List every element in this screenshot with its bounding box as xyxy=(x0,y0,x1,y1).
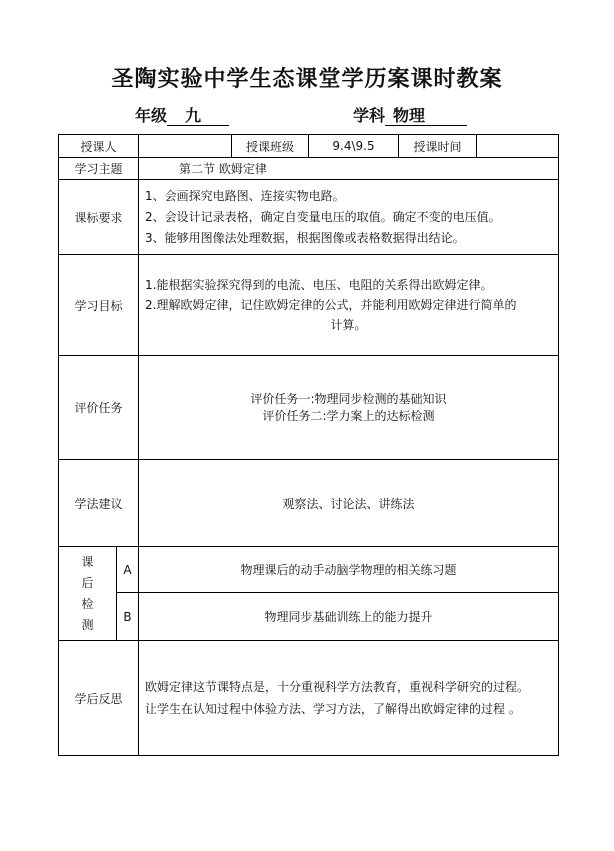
standards-content xyxy=(139,180,559,255)
topic-value: 第二节 欧姆定律 xyxy=(139,158,559,180)
class-label: 授课班级 xyxy=(232,135,309,158)
assessment-item: 评价任务二:学力案上的达标检测 xyxy=(262,408,435,423)
goals-item: 2.理解欧姆定律，记住欧姆定律的公式，并能利用欧姆定律进行简单的 xyxy=(145,298,517,312)
table-row xyxy=(59,460,559,547)
teacher-value xyxy=(139,135,232,158)
reflection-label: 学后反思 xyxy=(59,641,139,756)
lesson-plan-table xyxy=(58,134,559,756)
check-item-text: 物理课后的动手动脑学物理的相关练习题 xyxy=(139,547,559,593)
grade-field xyxy=(135,103,229,125)
check-item-key: B xyxy=(117,593,139,641)
table-row xyxy=(59,135,559,158)
table-row xyxy=(59,356,559,460)
subject-label: 学科 xyxy=(353,106,386,125)
grade-value: 九 xyxy=(167,107,229,126)
teacher-label: 授课人 xyxy=(59,135,139,158)
reflection-line: 欧姆定律这节课特点是，十分重视科学方法教育，重视科学研究的过程。 xyxy=(145,680,530,694)
method-value: 观察法、讨论法、讲练法 xyxy=(139,460,559,547)
check-item-key: A xyxy=(117,547,139,593)
subject-value: 物理 xyxy=(385,107,467,126)
time-label: 授课时间 xyxy=(399,135,477,158)
standards-item: 3、能够用图像法处理数据，根据图像或表格数据得出结论。 xyxy=(145,230,465,245)
page-title: 圣陶实验中学生态课堂学历案课时教案 xyxy=(111,66,503,92)
goals-item: 计算。 xyxy=(330,318,367,332)
table-row xyxy=(59,180,559,255)
table-row xyxy=(59,547,559,593)
standards-item: 1、会画探究电路图、连接实物电路。 xyxy=(145,188,345,203)
subject-field xyxy=(353,103,467,125)
time-value xyxy=(477,135,559,158)
grade-label: 年级 xyxy=(135,106,168,125)
table-row xyxy=(59,255,559,356)
assessment-item: 评价任务一:物理同步检测的基础知识 xyxy=(250,391,447,406)
assessment-content xyxy=(139,356,559,460)
goals-content xyxy=(139,255,559,356)
after-class-check-label: 课 后 检 测 xyxy=(59,547,117,641)
topic-label: 学习主题 xyxy=(59,158,139,180)
method-label: 学法建议 xyxy=(59,460,139,547)
check-item-text: 物理同步基础训练上的能力提升 xyxy=(139,593,559,641)
table-row xyxy=(59,158,559,180)
assessment-label: 评价任务 xyxy=(59,356,139,460)
standards-item: 2、会设计记录表格，确定自变量电压的取值。确定不变的电压值。 xyxy=(145,209,501,224)
class-value: 9.4\9.5 xyxy=(309,135,399,158)
table-row xyxy=(59,641,559,756)
goals-item: 1.能根据实验探究得到的电流、电压、电阻的关系得出欧姆定律。 xyxy=(145,278,493,292)
standards-label: 课标要求 xyxy=(59,180,139,255)
reflection-content xyxy=(139,641,559,756)
goals-label: 学习目标 xyxy=(59,255,139,356)
reflection-line: 让学生在认知过程中体验方法、学习方法，了解得出欧姆定律的过程 。 xyxy=(145,702,521,716)
table-row xyxy=(59,593,559,641)
